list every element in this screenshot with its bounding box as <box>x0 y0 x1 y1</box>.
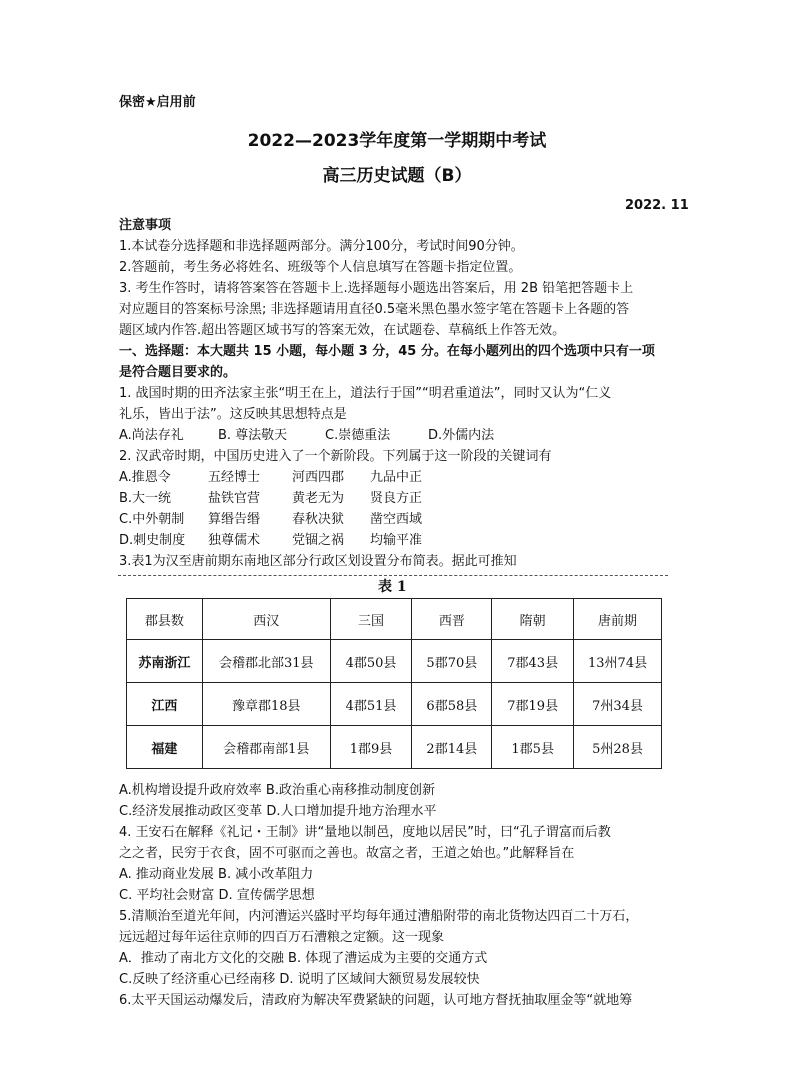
table-cell: 豫章郡18县 <box>202 683 330 726</box>
section-heading-cont: 是符合题目要求的。 <box>119 365 237 380</box>
table-cell: 1郡9县 <box>330 726 412 769</box>
table-cell: 会稽郡南部1县 <box>202 726 330 769</box>
q2-option-a-term: 九品中正 <box>370 470 423 485</box>
table-cell: 福建 <box>127 726 203 769</box>
q4-stem: 4. 王安石在解释《礼记・王制》讲“量地以制邑，度地以居民”时，曰“孔子谓富而后教 <box>119 825 611 840</box>
table-cell: 6郡58县 <box>412 683 492 726</box>
table-header-cell: 隋朝 <box>492 599 574 640</box>
table-cell: 会稽郡北部31县 <box>202 640 330 683</box>
q1-option-b: B. 尊法敬天 <box>218 428 288 443</box>
notice-item: 3. 考生作答时，请将答案答在答题卡上.选择题每小题选出答案后，用 2B 铅笔把答题卡上 <box>119 281 634 296</box>
q4-options-cd: C. 平均社会财富 D. 宣传儒学思想 <box>119 888 315 903</box>
q4-options-ab: A. 推动商业发展 B. 减小改革阻力 <box>119 867 314 882</box>
q2-option-a-term: 五经博士 <box>208 470 261 485</box>
q2-option-d-term: 独尊儒术 <box>208 533 261 548</box>
table-header-row <box>127 599 662 640</box>
table-header-cell: 三国 <box>330 599 412 640</box>
q4-stem-cont: 之之者，民穷于衣食，固不可驱而之善也。故富之者，王道之始也。”此解释旨在 <box>119 846 575 861</box>
table-caption: 表 1 <box>378 579 407 595</box>
q1-option-a: A.尚法存礼 <box>119 428 184 443</box>
secret-label: 保密★启用前 <box>119 95 196 110</box>
exam-date: 2022. 11 <box>625 198 689 213</box>
q2-option-b-term: 贤良方正 <box>370 491 423 506</box>
q2-option-d-term: 均输平准 <box>370 533 423 548</box>
notice-item: 1.本试卷分选择题和非选择题两部分。满分100分，考试时间90分钟。 <box>119 239 524 254</box>
q1-option-d: D.外儒内法 <box>428 428 495 443</box>
q1-option-c: C.崇德重法 <box>325 428 391 443</box>
q5-stem: 5.清顺治至道光年间，内河漕运兴盛时平均每年通过漕船附带的南北货物达四百二十万石， <box>119 909 639 924</box>
table-cell: 4郡50县 <box>330 640 412 683</box>
table-cell: 5州28县 <box>574 726 662 769</box>
q3-options-ab: A.机构增设提升政府效率 B.政治重心南移推动制度创新 <box>119 783 435 798</box>
q1-stem-cont: 礼乐，皆出于法”。这反映其思想特点是 <box>119 407 347 422</box>
notice-item: 对应题目的答案标号涂黑; 非选择题请用直径0.5毫米黑色墨水签字笔在答题卡上各题的答 <box>119 302 630 317</box>
q2-option-d: D.刺史制度 <box>119 533 186 548</box>
q2-option-c: C.中外朝制 <box>119 512 185 527</box>
q2-option-a-term: 河西四郡 <box>292 470 345 485</box>
notice-item: 题区域内作答.超出答题区域书写的答案无效，在试题卷、草稿纸上作答无效。 <box>119 323 566 338</box>
q2-option-c-term: 春秋决狱 <box>292 512 345 527</box>
table-cell: 江西 <box>127 683 203 726</box>
table-row <box>127 640 662 683</box>
table-row <box>127 683 662 726</box>
q2-option-b-term: 黄老无为 <box>292 491 345 506</box>
q1-stem: 1. 战国时期的田齐法家主张“明王在上，道法行于国”“明君重道法”，同时又认为“仁义 <box>119 386 612 401</box>
table-cell: 苏南浙江 <box>127 640 203 683</box>
notice-item: 2.答题前，考生务必将姓名、班级等个人信息填写在答题卡指定位置。 <box>119 260 522 275</box>
q2-option-b: B.大一统 <box>119 491 172 506</box>
q2-option-d-term: 党锢之祸 <box>292 533 345 548</box>
q5-options-ab: A．推动了南北方文化的交融 B. 体现了漕运成为主要的交通方式 <box>119 951 488 966</box>
section-heading: 一、选择题：本大题共 15 小题，每小题 3 分，45 分。在每小题列出的四个选项中只有一项 <box>119 344 655 359</box>
q2-option-c-term: 凿空西域 <box>370 512 423 527</box>
table-cell: 1郡5县 <box>492 726 574 769</box>
q6-stem: 6.太平天国运动爆发后，清政府为解决军费紧缺的问题，认可地方督抚抽取厘金等“就地筹 <box>119 993 633 1008</box>
notice-heading: 注意事项 <box>119 218 172 233</box>
q5-options-cd: C.反映了经济重心已经南移 D. 说明了区域间大额贸易发展较快 <box>119 972 480 987</box>
table-header-cell: 唐前期 <box>574 599 662 640</box>
exam-title: 2022—2023学年度第一学期期中考试 <box>247 131 547 151</box>
q2-stem: 2. 汉武帝时期，中国历史进入了一个新阶段。下列属于这一阶段的关键词有 <box>119 449 552 464</box>
exam-subtitle: 高三历史试题（B） <box>322 166 472 186</box>
q5-stem-cont: 远远超过每年运往京师的四百万石漕粮之定额。这一现象 <box>119 930 445 945</box>
table-cell: 5郡70县 <box>412 640 492 683</box>
q2-option-a: A.推恩令 <box>119 470 171 485</box>
q3-stem: 3.表1为汉至唐前期东南地区部分行政区划设置分布简表。据此可推知 <box>119 554 517 569</box>
table-row <box>127 726 662 769</box>
q3-options-cd: C.经济发展推动政区变革 D.人口增加提升地方治理水平 <box>119 804 437 819</box>
q2-option-c-term: 算缗告缗 <box>208 512 261 527</box>
table-header-cell: 西晋 <box>412 599 492 640</box>
table-cell: 4郡51县 <box>330 683 412 726</box>
table-cell: 2郡14县 <box>412 726 492 769</box>
table-header-cell: 西汉 <box>202 599 330 640</box>
table-header-cell: 郡县数 <box>127 599 203 640</box>
table-cell: 7郡43县 <box>492 640 574 683</box>
q2-option-b-term: 盐铁官营 <box>208 491 261 506</box>
table-cell: 13州74县 <box>574 640 662 683</box>
table-cell: 7郡19县 <box>492 683 574 726</box>
district-table <box>126 598 662 769</box>
table-cell: 7州34县 <box>574 683 662 726</box>
